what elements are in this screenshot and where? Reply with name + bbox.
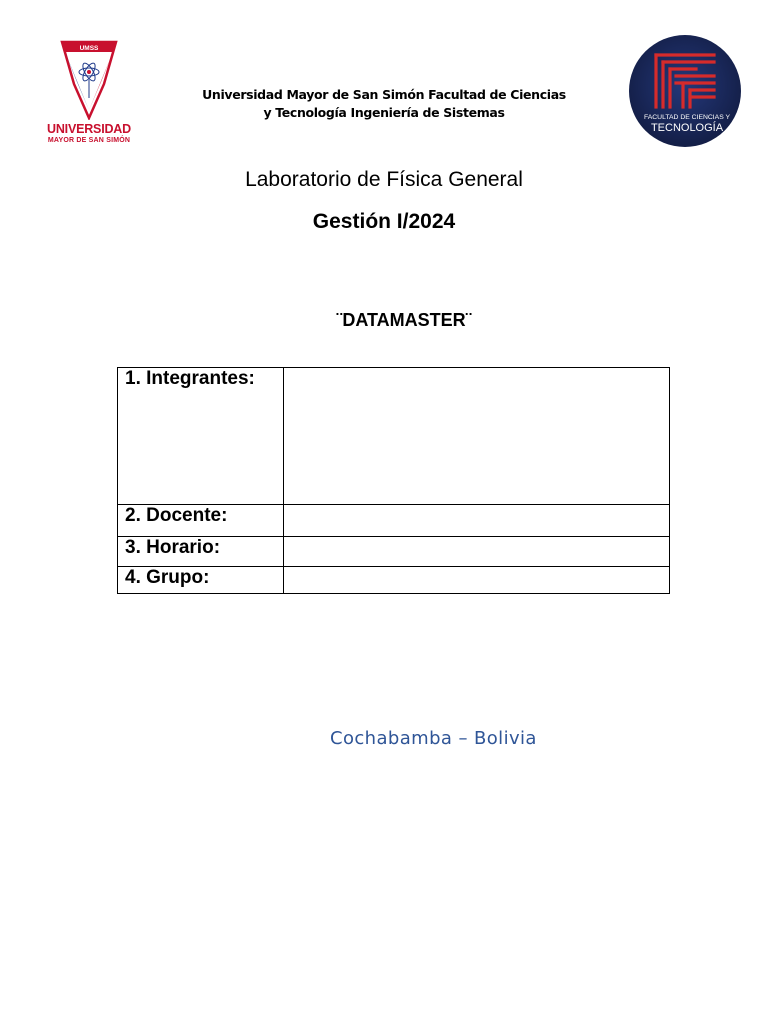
svg-text:TECNOLOGÍA: TECNOLOGÍA: [650, 122, 724, 134]
table-label-cell: [118, 505, 284, 537]
integrantes-label: 1. Integrantes:: [125, 368, 255, 389]
svg-text:FACULTAD DE CIENCIAS Y: FACULTAD DE CIENCIAS Y: [643, 114, 731, 121]
group-name: ¨DATAMASTER¨: [336, 310, 472, 330]
grupo-label: 4. Grupo:: [125, 567, 210, 588]
grupo-value-cell: [284, 567, 670, 594]
lab-title: Laboratorio de Física General: [245, 168, 523, 191]
table-row-horario: [118, 537, 670, 567]
svg-text:UMSS: UMSS: [79, 45, 99, 52]
gestion-title: Gestión I/2024: [312, 210, 456, 233]
docente-label: 2. Docente:: [125, 505, 228, 526]
umss-logo: [44, 40, 134, 152]
table-row-grupo: [118, 567, 670, 594]
faculty-header-line1: Universidad Mayor de San Simón Facultad de Ciencias: [202, 87, 566, 102]
faculty-header: [160, 86, 608, 122]
info-table: [117, 367, 670, 594]
docente-value-cell: [284, 505, 670, 537]
umss-logo-subword: MAYOR DE SAN SIMÓN: [47, 137, 131, 144]
faculty-header-line2: y Tecnología Ingeniería de Sistemas: [263, 105, 505, 120]
table-label-cell: [118, 537, 284, 567]
fcyt-logo: [626, 35, 744, 147]
umss-logo-word: UNIVERSIDAD: [47, 122, 131, 136]
umss-shield-icon: [44, 40, 134, 120]
table-row-integrantes: [118, 368, 670, 505]
table-label-cell: [118, 368, 284, 505]
table-label-cell: [118, 567, 284, 594]
integrantes-value-cell: [284, 368, 670, 505]
horario-label: 3. Horario:: [125, 537, 221, 558]
table-row-docente: [118, 505, 670, 537]
fcyt-emblem-icon: [626, 35, 744, 147]
city-location: Cochabamba – Bolivia: [330, 728, 537, 749]
horario-value-cell: [284, 537, 670, 567]
